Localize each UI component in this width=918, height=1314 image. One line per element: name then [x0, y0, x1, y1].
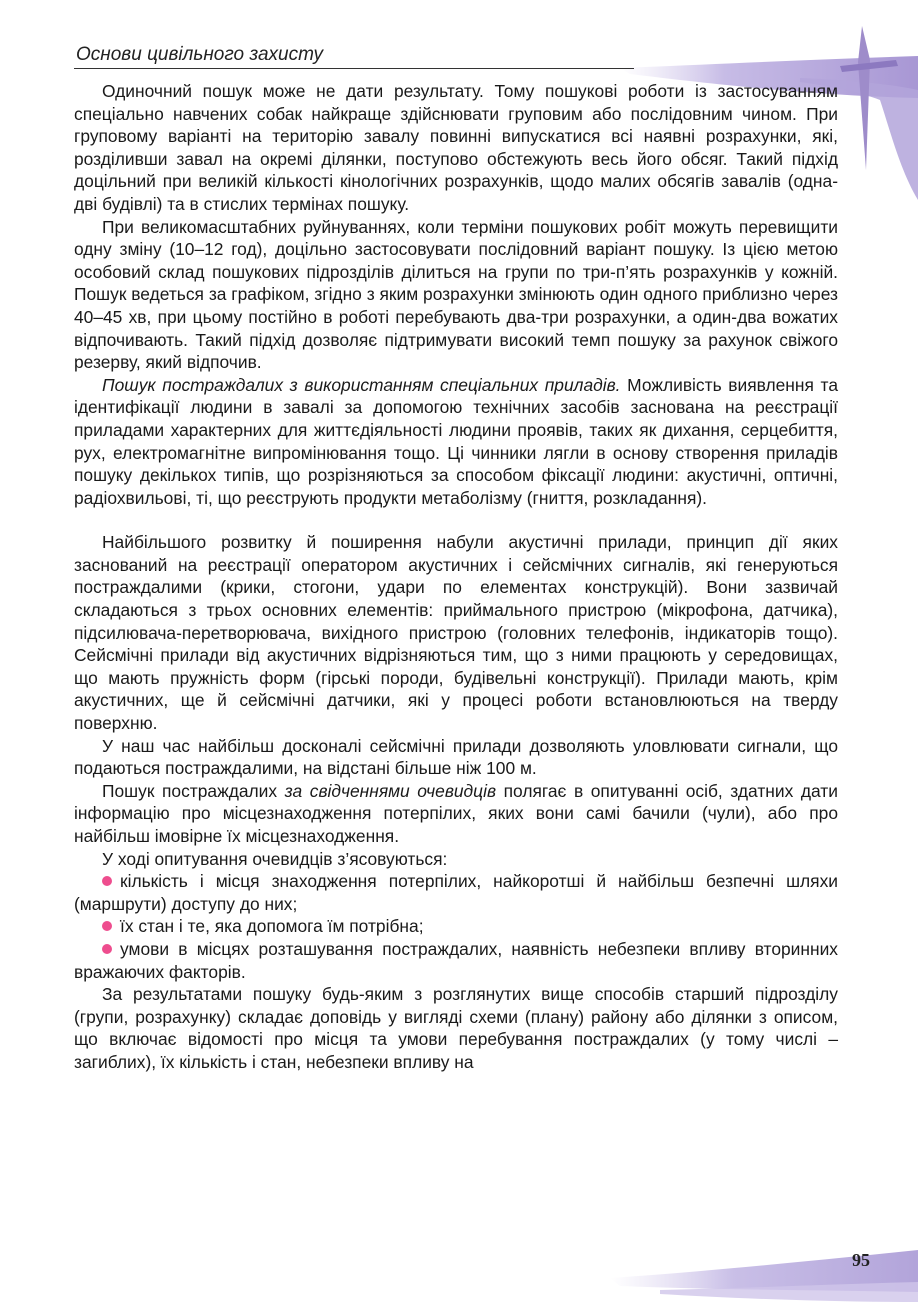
bullet-dot-icon — [102, 944, 112, 954]
paragraph-6-text: полягає в опитуванні осіб, здатних дати інформацію про місцезнаходження потерпілих, яких вони самі бачили (чули), або про найбільш імовірне їх місцезнаходження. — [74, 780, 838, 846]
paragraph-2: При великомасштабних руйнуваннях, коли терміни пошукових робіт можуть перевищити одну зміну (10–12 год), доцільно застосовувати послідовний варіант пошуку. Із цією метою особовий склад пошукових підрозділів ділиться на групи по три-п’ять розрахунків у кожній. Пошук ведеться за графіком, згідно з яким розрахунки змінюють один одного приблизно через 40–45 хв, при цьому постійно в роботі перебувають два-три розрахунки, а один-два вожатих відпочивають. Такий підхід дозволяє підтримувати високий темп пошуку за рахунок свіжого резерву, який відпочив. — [74, 216, 838, 373]
list-item — [74, 915, 838, 938]
paragraph-5: У наш час найбільш досконалі сейсмічні прилади дозволяють уловлювати сигнали, що подаються постраждалими, на відстані більше ніж 100 м. — [74, 735, 838, 779]
paragraph-3 — [74, 374, 838, 510]
paragraph-6 — [74, 780, 838, 848]
running-header-title: Основи цивільного захисту — [76, 44, 324, 65]
page-number: 95 — [852, 1250, 870, 1270]
paragraph-7: У ході опитування очевидців з’ясовуються: — [102, 848, 448, 869]
paragraph-1: Одиночний пошук може не дати результату. Тому пошукові роботи із застосуванням спеціально навчених собак найкраще здійснювати груповим або послідовним чином. При груповому варіанті на територію завалу повинні випускатися всі наявні розрахунки, які, розділивши завал на окремі ділянки, поступово обстежують весь його обсяг. Такий підхід доцільний при великій кількості кінологічних розрахунків, щодо малих обсягів завалів (одна-дві будівлі) та в стислих термінах пошуку. — [74, 81, 838, 214]
paragraph-final: За результатами пошуку будь-яким з розглянутих вище способів старший підрозділу (групи, розрахунку) складає доповідь у вигляді схеми (плану) району або ділянки з описом, що включає відомості про місця та умови перебування постраждалих (у тому числі – загиблих), їх кількість і стан, небезпеки впливу на — [74, 984, 838, 1072]
bullet-dot-icon — [102, 876, 112, 886]
page-body — [74, 80, 838, 1074]
paragraph-6-lead: Пошук постраждалих — [102, 780, 285, 801]
paragraph-3-text: Можливість виявлення та ідентифікації людини в завалі за допомогою технічних засобів заснована на реєстрації приладами характерних для життєдіяльності людини проявів, таких як дихання, серцебиття, рух, електромагнітне випромінювання тощо. Ці чинники лягли в основу створення приладів пошуку декількох типів, що розрізняються за способом фіксації людини: акустичні, оптичні, радіохвильові, ті, що реєструють продукти метаболізму (гниття, розкладання). — [74, 374, 838, 508]
list-item — [74, 870, 838, 915]
list-item-text: їх стан і те, яка допомога їм потрібна; — [120, 916, 424, 937]
paragraph-4: Найбільшого розвитку й поширення набули акустичні прилади, принцип дії яких заснований на реєстрації оператором акустичних і сейсмічних сигналів, які генеруються постраждалими (крики, стогони, удари по елементах конструкцій). Вони зазвичай складаються з трьох основних елементів: приймального пристрою (мікрофона, датчика), підсилювача-перетворювача, вихідного пристрою (головних телефонів, індикаторів тощо). Сейсмічні прилади від акустичних відрізняються тим, що з ними працюють у середовищах, що мають пружність форм (гірські породи, будівельні конструкції). Прилади мають, крім акустичних, ще й сейсмічні датчики, які у процесі роботи встановлюються на тверду поверхню. — [74, 532, 838, 734]
footer-brush-decoration — [600, 1232, 918, 1314]
paragraph-6-italic: за свідченнями очевидців — [284, 780, 497, 801]
header-rule — [74, 68, 634, 69]
list-item-text: кількість і місця знаходження потерпілих, найкоротші й найбільш безпечні шляхи (маршрути) доступу до них; — [74, 871, 838, 914]
bullet-dot-icon — [102, 921, 112, 931]
list-item-text: умови в місцях розташування постраждалих, наявність небезпеки впливу вторинних вражаючих факторів. — [74, 938, 838, 982]
paragraph-3-italic-lead: Пошук постраждалих з використанням спеціальних приладів. — [102, 374, 621, 395]
list-item — [74, 938, 838, 983]
